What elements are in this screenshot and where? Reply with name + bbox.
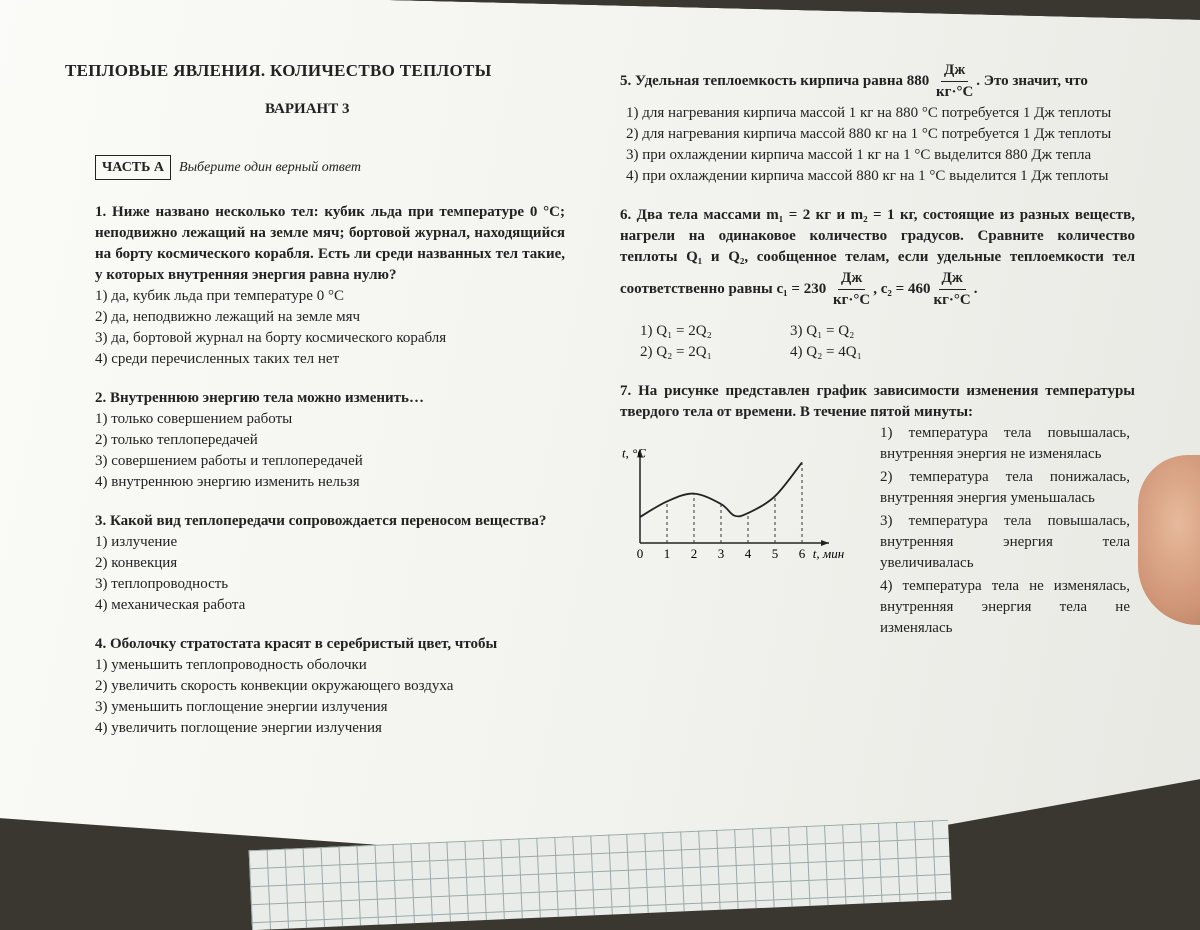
x-tick-label: 0 bbox=[636, 546, 644, 561]
question-5 bbox=[620, 60, 1135, 187]
right-column bbox=[620, 60, 1135, 711]
answer-option: 1) излучение bbox=[95, 534, 178, 550]
left-column bbox=[65, 60, 565, 757]
graph-area bbox=[620, 423, 1135, 693]
x-tick-label: 3 bbox=[717, 546, 725, 561]
answer-option: 3) теплопроводность bbox=[95, 576, 229, 592]
answer-option: 3) совершением работы и теплопередачей bbox=[95, 453, 363, 469]
answer-option: 3) при охлаждении кирпича массой 1 кг на 1 °С выделится 880 Дж тепла bbox=[626, 147, 1092, 163]
unit-numerator: Дж bbox=[941, 60, 968, 82]
variant-label: ВАРИАНТ 3 bbox=[265, 101, 350, 117]
unit-fraction bbox=[833, 268, 870, 311]
answer-option: 1) только совершением работы bbox=[95, 411, 293, 427]
question-text: 2. Внутреннюю энергию тела можно изменить… bbox=[95, 390, 424, 406]
answer-option: 2) увеличить скорость конвекции окружающего воздуха bbox=[95, 678, 454, 694]
question-text-part: 6. Два тела массами m₁ = 2 кг и m₂ = 1 кг, состоящие из разных веществ, нагрели на одинаковое количество градусов. Сравните количество теплоты Q₁ и Q₂, сообщенное телам, если удельные теплоемкости тел соответственно равны c₁ = 230 bbox=[620, 207, 1135, 297]
temperature-time-chart bbox=[620, 423, 875, 573]
answer-option: 3) Q₁ = Q₂ bbox=[790, 323, 855, 339]
answer-list bbox=[880, 423, 1130, 641]
answer-option: 1) температура тела повышалась, внутренняя энергия не изменялась bbox=[880, 425, 1130, 462]
answer-option: 2) температура тела понижалась, внутренняя энергия уменьшалась bbox=[880, 469, 1130, 506]
y-axis-label: t, °С bbox=[622, 445, 646, 461]
answer-option: 1) уменьшить теплопроводность оболочки bbox=[95, 657, 367, 673]
x-tick-label: 6 bbox=[798, 546, 806, 561]
question-text bbox=[620, 60, 1135, 103]
x-tick-label: 5 bbox=[771, 546, 779, 561]
unit-numerator: Дж bbox=[939, 268, 966, 290]
answer-option: 4) при охлаждении кирпича массой 880 кг на 1 °С выделится 1 Дж теплоты bbox=[626, 168, 1109, 184]
answer-option: 2) для нагревания кирпича массой 880 кг на 1 °С потребуется 1 Дж теплоты bbox=[626, 126, 1112, 142]
answer-option: 1) Q₁ = 2Q₂ bbox=[640, 323, 712, 339]
x-tick-label: 2 bbox=[690, 546, 698, 561]
unit-denominator: кг·°С bbox=[933, 292, 971, 308]
question-7 bbox=[620, 381, 1135, 693]
temperature-curve bbox=[640, 462, 802, 517]
unit-numerator: Дж bbox=[838, 268, 865, 290]
question-text: 3. Какой вид теплопередачи сопровождается переносом вещества? bbox=[95, 513, 547, 529]
answer-option: 3) да, бортовой журнал на борту космического корабля bbox=[95, 330, 447, 346]
answer-grid bbox=[640, 321, 1135, 363]
answer-option: 2) только теплопередачей bbox=[95, 432, 258, 448]
answer-option: 1) да, кубик льда при температуре 0 °С bbox=[95, 288, 344, 304]
answer-option: 1) для нагревания кирпича массой 1 кг на 880 °С потребуется 1 Дж теплоты bbox=[626, 105, 1112, 121]
answer-option: 4) увеличить поглощение энергии излучения bbox=[95, 720, 382, 736]
answer-option: 4) температура тела не изменялась, внутренняя энергия тела не изменялась bbox=[880, 578, 1130, 636]
unit-fraction bbox=[933, 268, 970, 311]
part-label: ЧАСТЬ А bbox=[95, 155, 171, 180]
answer-option: 3) уменьшить поглощение энергии излучения bbox=[95, 699, 388, 715]
question-2 bbox=[95, 388, 565, 493]
question-text: 7. На рисунке представлен график зависимости изменения температуры твердого тела от времени. В течение пятой минуты: bbox=[620, 383, 1135, 420]
answer-option: 2) Q₂ = 2Q₁ bbox=[640, 344, 712, 360]
x-axis-label: t, мин bbox=[812, 546, 845, 561]
answer-option: 4) внутреннюю энергию изменить нельзя bbox=[95, 474, 360, 490]
question-text-part: 5. Удельная теплоемкость кирпича равна 880 bbox=[620, 72, 930, 89]
x-tick-label: 1 bbox=[663, 546, 671, 561]
page-title: ТЕПЛОВЫЕ ЯВЛЕНИЯ. КОЛИЧЕСТВО ТЕПЛОТЫ bbox=[65, 61, 492, 80]
part-instruction: Выберите один верный ответ bbox=[179, 160, 362, 175]
answer-option: 3) температура тела повышалась, внутренняя энергия тела увеличивалась bbox=[880, 513, 1130, 571]
answer-option: 2) конвекция bbox=[95, 555, 178, 571]
question-text-part: . Это значит, что bbox=[976, 72, 1088, 89]
question-4 bbox=[95, 634, 565, 739]
answer-option: 4) среди перечисленных таких тел нет bbox=[95, 351, 340, 367]
question-text: 4. Оболочку стратостата красят в серебристый цвет, чтобы bbox=[95, 636, 498, 652]
unit-fraction bbox=[936, 60, 973, 103]
answer-option: 4) механическая работа bbox=[95, 597, 246, 613]
question-text: 1. Ниже названо несколько тел: кубик льда при температуре 0 °С; неподвижно лежащий на земле мяч; бортовой журнал, находящийся на борту космического корабля. Есть ли среди названных тел такие, у которых внутренняя энергия равна нулю? bbox=[95, 204, 565, 283]
question-1 bbox=[95, 202, 565, 370]
c2-value: c₂ = 460 bbox=[880, 280, 931, 297]
question-text: 6. Два тела массами m₁ = 2 кг и m₂ = 1 кг, состоящие из разных веществ, нагрели на одинаковое количество градусов. Сравните количество теплоты Q₁ и Q₂, сообщенное телам, если удельные теплоемкости тел соответственно равны c₁ = 230 $\frac{Дж}{кг\cdot^\circ С}$ , c₂ = 460 $\frac{Дж}{кг\cdot^\circ С}$ . bbox=[620, 205, 1135, 311]
part-header bbox=[95, 155, 565, 180]
question-6 bbox=[620, 205, 1135, 363]
question-3 bbox=[95, 511, 565, 616]
answer-option: 4) Q₂ = 4Q₁ bbox=[790, 344, 862, 360]
x-tick-label: 4 bbox=[744, 546, 752, 561]
unit-denominator: кг·°С bbox=[832, 292, 871, 308]
answer-option: 2) да, неподвижно лежащий на земле мяч bbox=[95, 309, 361, 325]
unit-denominator: кг·°С bbox=[936, 84, 974, 100]
